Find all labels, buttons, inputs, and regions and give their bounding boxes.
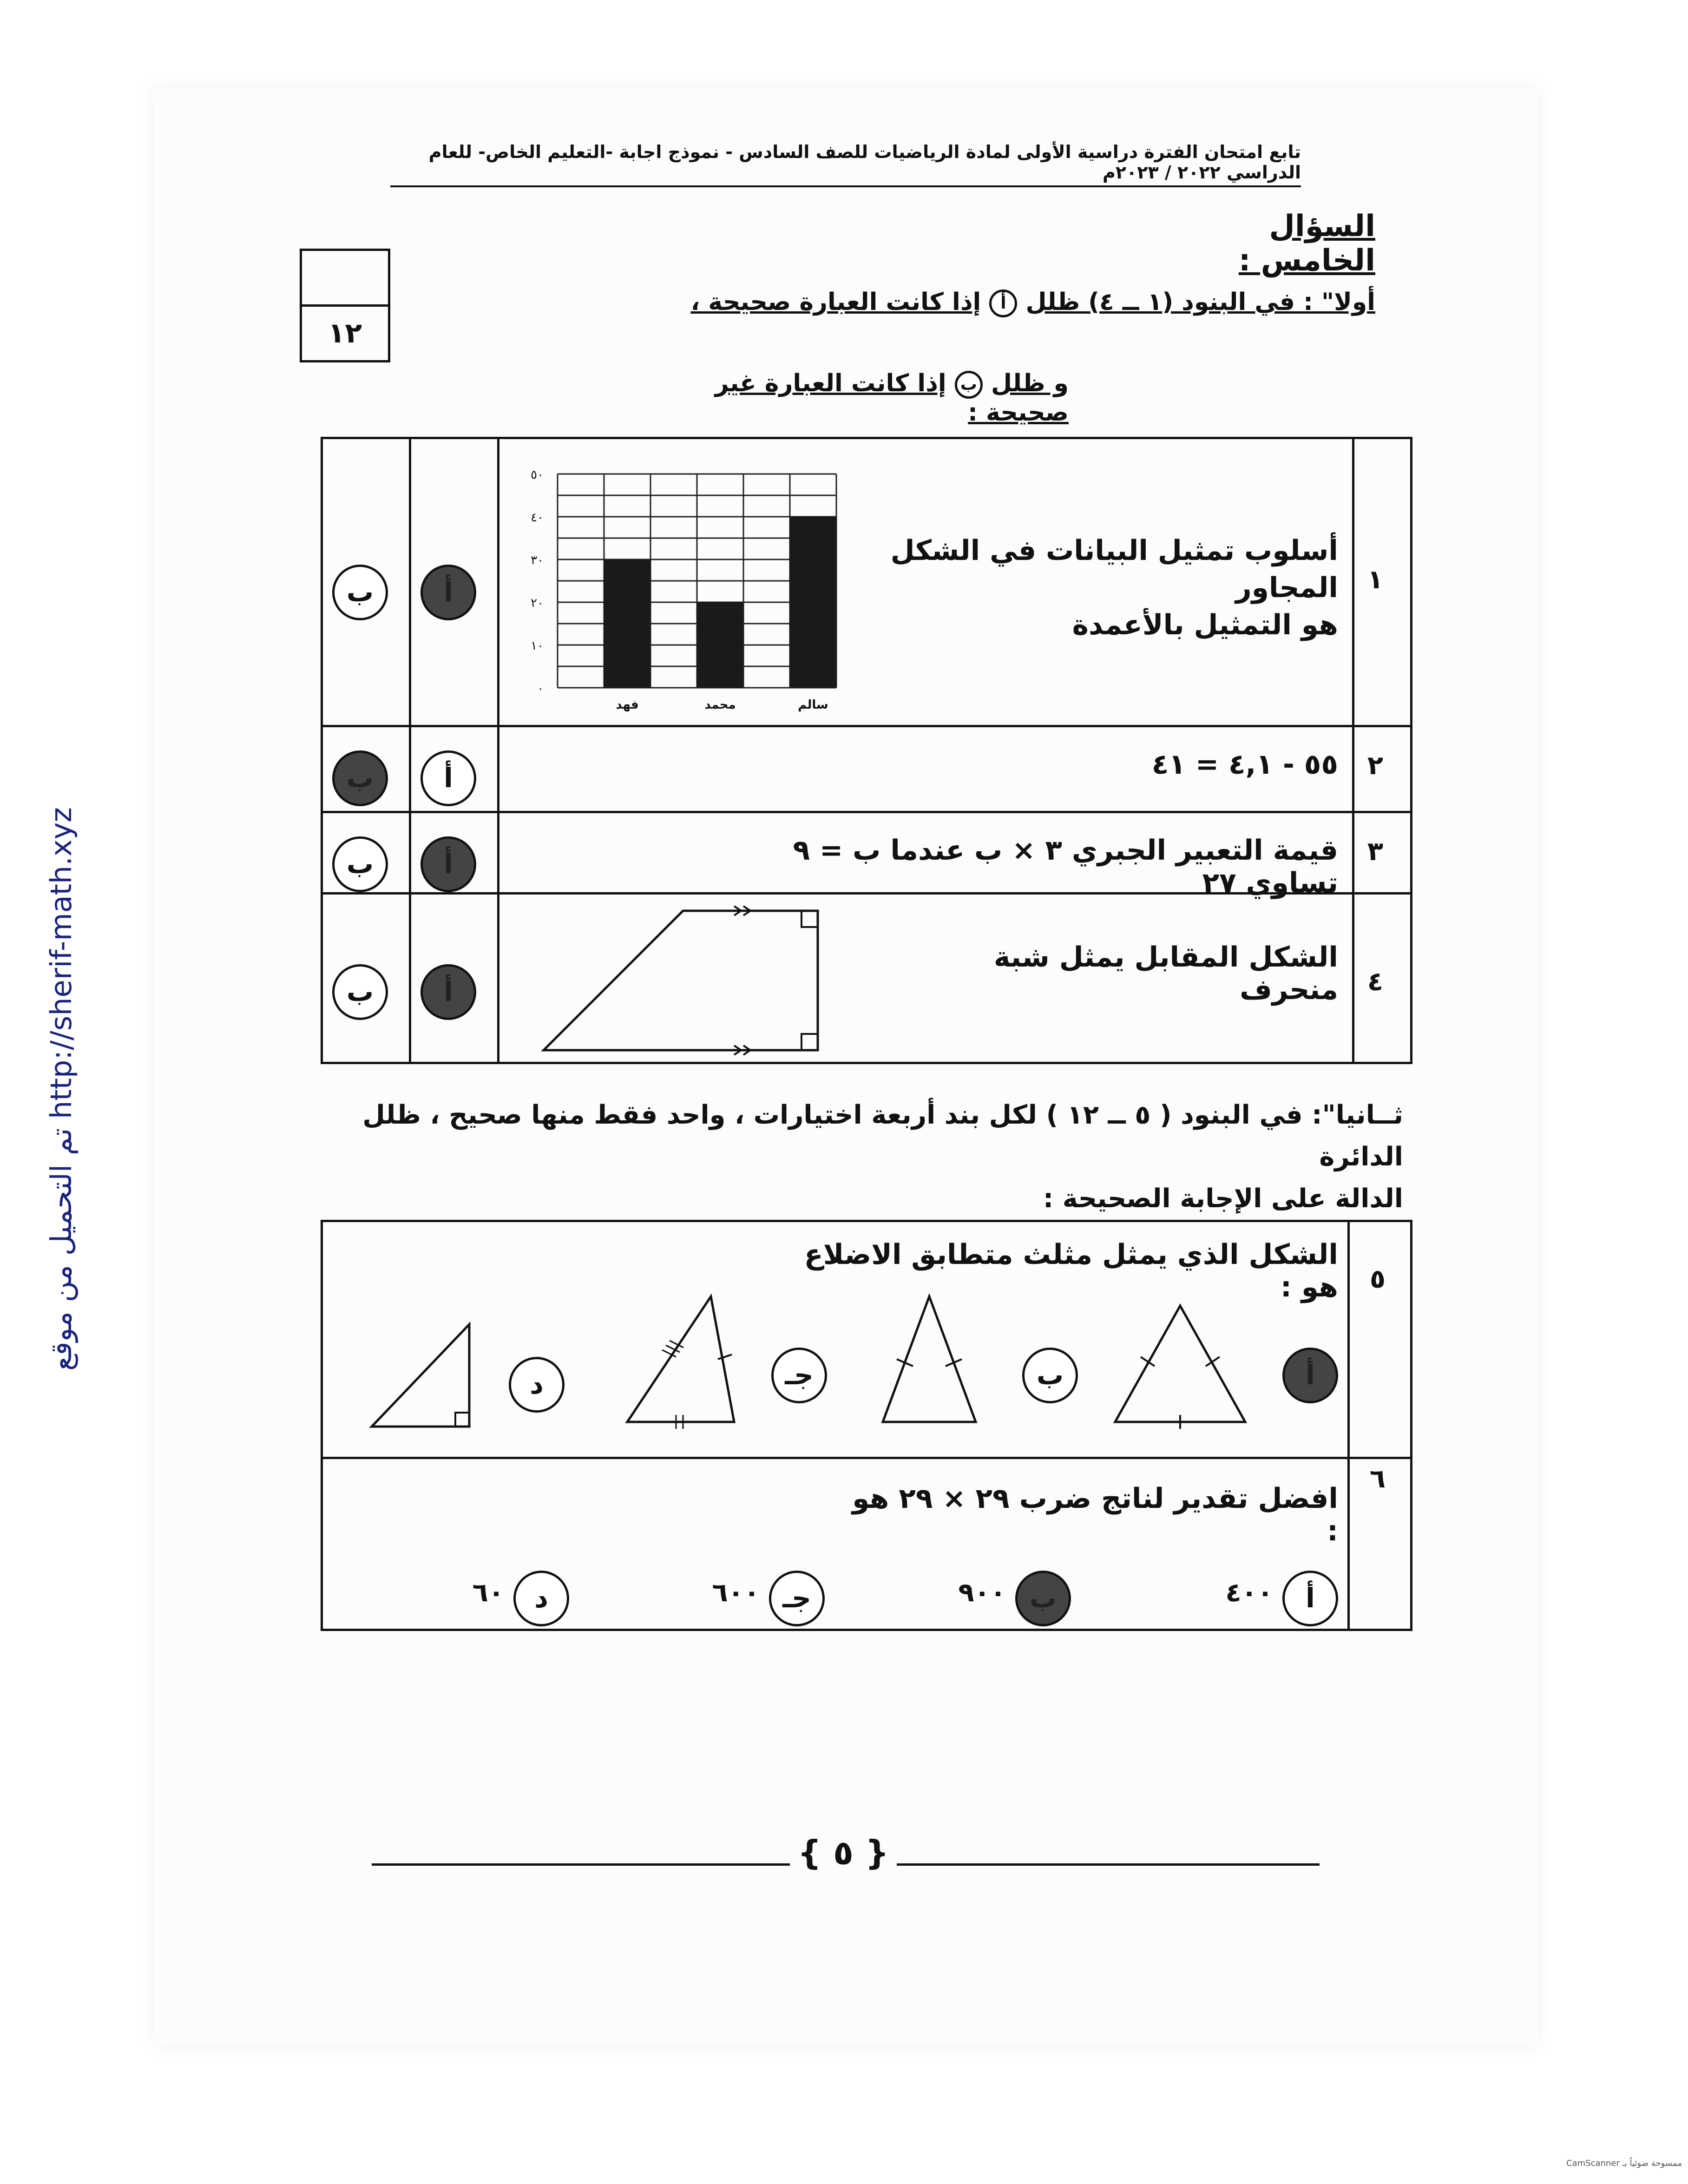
scanner-mark: CamScanner ممسوحة ضوئياً بـ <box>1566 2158 1682 2168</box>
exam-header: تابع امتحان الفترة دراسية الأولى لمادة الرياضيات للصف السادس - نموذج اجابة -التعليم الخاص- للعام الدراسي ٢٠٢٢ / ٢٠٢٣م <box>390 142 1301 187</box>
item-2-choice-a[interactable]: أ <box>420 750 476 806</box>
item-number: ١ <box>1367 565 1384 595</box>
row-divider <box>323 1457 1410 1459</box>
bar-2 <box>697 602 743 688</box>
y-tick-label: ٥٠ <box>531 468 544 482</box>
right-angle-mark <box>801 911 818 927</box>
x-tick-label: محمد <box>704 698 736 712</box>
item-6-value-c: ٦٠٠ <box>712 1578 760 1608</box>
item-1-line2: هو التمثيل بالأعمدة <box>1072 609 1338 641</box>
scalene-triangle <box>618 1292 743 1436</box>
part2-line1: ثــانيا": في البنود ( ٥ ــ ١٢ ) لكل بند أربعة اختيارات ، واحد فقط منها صحيح ، ظلل الدائرة <box>362 1100 1403 1172</box>
y-tick-label: ٣٠ <box>531 553 544 567</box>
item-1-line1: أسلوب تمثيل البيانات في الشكل المجاور <box>890 534 1338 604</box>
part1-suffix2: إذا كانت العبارة غير صحيحة : <box>715 369 1069 427</box>
chart-bars <box>604 517 836 688</box>
item-5-choice-a[interactable]: أ <box>1282 1348 1338 1403</box>
item-6-choice-b[interactable]: ب <box>1015 1571 1071 1626</box>
item-4-choice-a[interactable]: أ <box>420 964 476 1020</box>
score-empty-cell <box>302 251 388 307</box>
item-number: ٣ <box>1367 836 1384 867</box>
bracket-open: { <box>797 1833 821 1872</box>
item-6-value-d: ٦٠ <box>472 1578 504 1608</box>
col-divider <box>1347 1222 1350 1629</box>
y-tick-label: ٤٠ <box>531 511 544 525</box>
bracket-close: } <box>865 1833 889 1872</box>
bar-3 <box>790 517 836 688</box>
isosceles-triangle <box>874 1292 985 1436</box>
item-2-text: ٥٥ - ٤,١ = ٤١ <box>1151 748 1338 781</box>
trapezoid-outline <box>544 911 818 1050</box>
item-6-choice-a[interactable]: أ <box>1282 1571 1338 1626</box>
item-6-value-b: ٩٠٠ <box>958 1578 1006 1608</box>
symbol-false-icon: ب <box>955 371 983 399</box>
y-tick-label: ١٠ <box>531 639 544 653</box>
col-divider <box>409 439 411 1062</box>
part2-line2: الدالة على الإجابة الصحيحة : <box>1043 1184 1403 1214</box>
item-6-value-a: ٤٠٠ <box>1225 1578 1273 1608</box>
item-4-text: الشكل المقابل يمثل شبة منحرف <box>993 941 1338 1006</box>
item-6-text: افضل تقدير لناتج ضرب ٢٩ × ٢٩ هو : <box>852 1482 1338 1547</box>
watermark: تم التحميل من موقع http://sherif-math.xyz <box>44 807 78 1371</box>
part1-suffix: إذا كانت العبارة صحيحة ، <box>690 288 981 316</box>
item-number: ٤ <box>1367 967 1384 997</box>
item-5-choice-d[interactable]: د <box>509 1357 565 1413</box>
chart-y-ticks <box>531 468 544 696</box>
item-5-text: الشكل الذي يمثل مثلث متطابق الاضلاع هو : <box>804 1238 1338 1303</box>
bar-chart <box>511 460 864 720</box>
item-number: ٥ <box>1369 1264 1386 1294</box>
item-6-choice-c[interactable]: جـ <box>769 1571 825 1626</box>
symbol-true-icon: أ <box>989 289 1017 317</box>
item-4-choice-b[interactable]: ب <box>332 964 388 1020</box>
item-number: ٦ <box>1369 1464 1386 1494</box>
page-number-value: ٥ <box>833 1833 854 1872</box>
equilateral-triangle <box>1106 1296 1255 1431</box>
row-divider <box>323 811 1410 813</box>
item-number: ٢ <box>1367 750 1384 781</box>
footer-line-left <box>372 1863 790 1866</box>
item-1-choice-b[interactable]: ب <box>332 565 388 620</box>
score-box <box>300 249 390 362</box>
part1-instruction-line2 <box>641 369 1069 427</box>
part2-instructions <box>344 1094 1403 1220</box>
col-divider <box>497 439 499 1062</box>
item-3-choice-a[interactable]: أ <box>420 836 476 892</box>
y-tick-label: ٢٠ <box>531 596 544 610</box>
x-tick-label: سالم <box>798 698 828 712</box>
item-3-text: قيمة التعبير الجبري ٣ × ب عندما ب = ٩ تساوي ٢٧ <box>793 834 1338 899</box>
right-angle-mark <box>801 1034 818 1050</box>
item-6-choice-d[interactable]: د <box>513 1571 569 1626</box>
score-value: ١٢ <box>328 317 362 349</box>
item-2-choice-b[interactable]: ب <box>332 750 388 806</box>
bar-1 <box>604 559 650 688</box>
y-tick-label: ٠ <box>537 682 544 696</box>
chart-x-ticks <box>616 698 828 712</box>
row-divider <box>323 725 1410 727</box>
x-tick-label: فهد <box>616 698 639 712</box>
item-1-choice-a[interactable]: أ <box>420 565 476 620</box>
trapezoid-shape <box>534 901 836 1059</box>
page-number <box>785 1833 901 1872</box>
col-divider <box>1352 439 1354 1062</box>
item-3-choice-b[interactable]: ب <box>332 836 388 892</box>
part1-prefix: أولا" : في البنود (١ ــ ٤) ظلل <box>1025 288 1375 316</box>
item-5-choice-c[interactable]: جـ <box>771 1348 827 1403</box>
part1-prefix2: و ظلل <box>991 369 1069 397</box>
item-5-choice-b[interactable]: ب <box>1022 1348 1078 1403</box>
right-triangle <box>367 1315 479 1436</box>
footer-line-right <box>897 1863 1320 1866</box>
question-title: السؤال الخامس : <box>1238 209 1375 278</box>
item-1-text <box>790 532 1338 644</box>
part1-instruction-line1 <box>678 288 1375 317</box>
